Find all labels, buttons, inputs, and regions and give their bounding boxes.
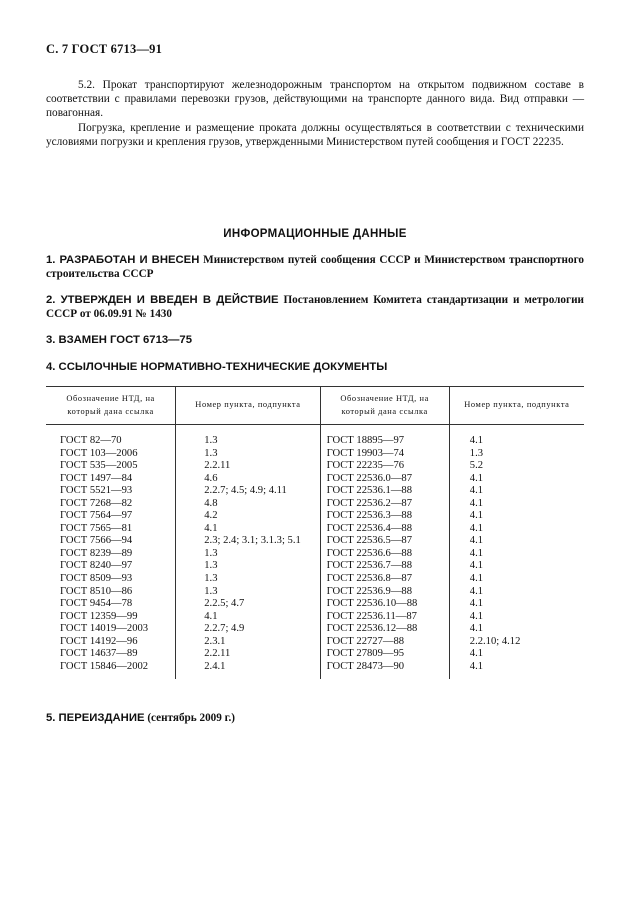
table-cell-item: 1.3: [204, 447, 218, 459]
info-item-references: [46, 360, 584, 374]
page-header: С. 7 ГОСТ 6713—91: [46, 42, 163, 56]
table-cell-item: 4.1: [469, 610, 484, 622]
table-cell-item: 4.1: [469, 623, 484, 635]
paragraph-transport: 5.2. Прокат транспортируют железнодорожным транспортом на открытом подвижном составе в соответствии с правилами перевозки грузов, действующими на транспорте данного вида. Вид отправки — повагонная.: [46, 79, 584, 120]
info-item-lead: 4. ССЫЛОЧНЫЕ НОРМАТИВНО-ТЕХНИЧЕСКИЕ ДОКУМЕНТЫ: [46, 361, 388, 373]
table-cell-item: 4.1: [469, 660, 484, 672]
column-item-right: [449, 425, 584, 680]
info-item-text: Министерством путей сообщения СССР и Министерством транспортного строительства СССР: [46, 254, 584, 280]
table-cell-doc: ГОСТ 8509—93: [60, 573, 133, 585]
table-cell-doc: ГОСТ 22536.7—88: [326, 560, 413, 572]
table-cell-doc: ГОСТ 15846—2002: [60, 660, 149, 672]
table-cell-item: 4.1: [469, 547, 484, 559]
table-cell-item: 4.1: [469, 522, 484, 534]
table-cell-item: 4.1: [469, 435, 484, 446]
info-item-replaces: [46, 333, 584, 347]
info-item-text: Постановлением Комитета стандартизации и метрологии СССР от 06.09.91 № 1430: [46, 294, 584, 320]
table-cell-item: 4.1: [204, 522, 218, 534]
table-cell-item: 1.3: [204, 573, 218, 585]
table-body-row: [46, 425, 584, 680]
table-cell-item: 4.1: [469, 598, 484, 610]
table-cell-doc: ГОСТ 22536.10—88: [326, 598, 418, 610]
info-item-lead: 3. ВЗАМЕН ГОСТ 6713—75: [46, 334, 192, 346]
table-cell-item: 4.1: [469, 472, 484, 484]
table-cell-doc: ГОСТ 7268—82: [60, 497, 133, 509]
table-cell-item: 2.3; 2.4; 3.1; 3.1.3; 5.1: [204, 535, 301, 547]
table-cell-doc: ГОСТ 22536.0—87: [326, 472, 413, 484]
header-doc-right: Обозначение НТД, на который дана ссылка: [320, 387, 449, 425]
info-item-reissue: [46, 711, 584, 725]
table-cell-item: 2.2.5; 4.7: [204, 598, 245, 610]
table-cell-item: 4.2: [204, 510, 218, 522]
table-cell-item: 2.2.11: [204, 460, 231, 472]
table-cell-item: 2.2.7; 4.5; 4.9; 4.11: [204, 485, 287, 497]
table-cell-doc: ГОСТ 22536.11—87: [326, 610, 417, 622]
table-cell-doc: ГОСТ 8239—89: [60, 547, 133, 559]
table-cell-doc: ГОСТ 535—2005: [60, 460, 138, 472]
table-cell-doc: ГОСТ 22536.6—88: [326, 547, 413, 559]
info-section-title: ИНФОРМАЦИОННЫЕ ДАННЫЕ: [223, 228, 407, 240]
info-item-developed: [46, 253, 584, 281]
table-cell-doc: ГОСТ 9454—78: [60, 598, 133, 610]
table-cell-doc: ГОСТ 82—70: [60, 435, 122, 446]
table-cell-doc: ГОСТ 28473—90: [326, 660, 405, 672]
table-cell-item: 5.2: [469, 460, 484, 472]
table-cell-item: 2.2.7; 4.9: [204, 623, 245, 635]
table-cell-item: 4.1: [469, 485, 484, 497]
info-item-text: (сентябрь 2009 г.): [144, 712, 235, 724]
table-cell-doc: ГОСТ 8240—97: [60, 560, 133, 572]
table-cell-item: 2.3.1: [204, 635, 226, 647]
table-cell-item: 1.3: [204, 560, 218, 572]
table-cell-item: 4.1: [469, 648, 484, 660]
references-table: [46, 386, 584, 679]
table-cell-doc: ГОСТ 12359—99: [60, 610, 138, 622]
table-cell-doc: ГОСТ 27809—95: [326, 648, 405, 660]
table-cell-doc: ГОСТ 18895—97: [326, 435, 405, 446]
column-doc-right: [320, 425, 449, 680]
table-cell-doc: ГОСТ 22536.3—88: [326, 510, 413, 522]
table-cell-doc: ГОСТ 22536.5—87: [326, 535, 413, 547]
column-doc-left: [46, 425, 176, 680]
table-cell-item: 2.2.10; 4.12: [469, 635, 521, 647]
info-item-lead: 1. РАЗРАБОТАН И ВНЕСЕН: [46, 254, 200, 266]
table-cell-doc: ГОСТ 22536.1—88: [326, 485, 413, 497]
table-cell-doc: ГОСТ 22536.9—88: [326, 585, 413, 597]
table-cell-doc: ГОСТ 5521—93: [60, 485, 133, 497]
info-item-lead: 5. ПЕРЕИЗДАНИЕ: [46, 712, 145, 724]
table-cell-doc: ГОСТ 1497—84: [60, 472, 133, 484]
table-cell-item: 1.3: [204, 547, 218, 559]
table-cell-item: 4.1: [204, 610, 218, 622]
table-cell-doc: ГОСТ 7566—94: [60, 535, 133, 547]
table-cell-doc: ГОСТ 8510—86: [60, 585, 133, 597]
table-cell-item: 2.4.1: [204, 660, 226, 672]
table-cell-doc: ГОСТ 103—2006: [60, 447, 138, 459]
column-item-left: [176, 425, 320, 680]
header-item-left: Номер пункта, подпункта: [176, 387, 320, 425]
table-cell-doc: ГОСТ 22727—88: [326, 635, 405, 647]
table-cell-item: 4.1: [469, 573, 484, 585]
table-cell-item: 4.1: [469, 560, 484, 572]
table-cell-doc: ГОСТ 22536.12—88: [326, 623, 418, 635]
table-cell-doc: ГОСТ 14019—2003: [60, 623, 149, 635]
table-cell-doc: ГОСТ 19903—74: [326, 447, 405, 459]
info-item-lead: 2. УТВЕРЖДЕН И ВВЕДЕН В ДЕЙСТВИЕ: [46, 294, 279, 306]
table-cell-item: 4.1: [469, 585, 484, 597]
table-cell-doc: ГОСТ 7564—97: [60, 510, 133, 522]
table-cell-doc: ГОСТ 22536.2—87: [326, 497, 413, 509]
table-cell-item: 1.3: [204, 585, 218, 597]
table-cell-doc: ГОСТ 14192—96: [60, 635, 138, 647]
table-cell-item: 4.1: [469, 535, 484, 547]
paragraph-loading: Погрузка, крепление и размещение проката должны осуществляться в соответствии с техническими условиями погрузки и крепления грузов, утвержденными Министерством путей сообщения и ГОСТ 22235.: [46, 122, 584, 149]
table-header-row: [46, 387, 584, 425]
header-doc-left: Обозначение НТД, на который дана ссылка: [46, 387, 176, 425]
info-item-approved: [46, 293, 584, 321]
table-cell-doc: ГОСТ 7565—81: [60, 522, 133, 534]
table-cell-item: 4.1: [469, 497, 484, 509]
table-cell-item: 4.8: [204, 497, 218, 509]
table-cell-item: 2.2.11: [204, 648, 231, 660]
table-cell-item: 1.3: [469, 447, 484, 459]
header-item-right: Номер пункта, подпункта: [449, 387, 584, 425]
table-cell-item: 4.6: [204, 472, 218, 484]
table-cell-doc: ГОСТ 22536.8—87: [326, 573, 413, 585]
table-cell-doc: ГОСТ 22536.4—88: [326, 522, 413, 534]
table-cell-item: 4.1: [469, 510, 484, 522]
table-cell-item: 1.3: [204, 435, 218, 446]
table-cell-doc: ГОСТ 22235—76: [326, 460, 405, 472]
table-cell-doc: ГОСТ 14637—89: [60, 648, 138, 660]
